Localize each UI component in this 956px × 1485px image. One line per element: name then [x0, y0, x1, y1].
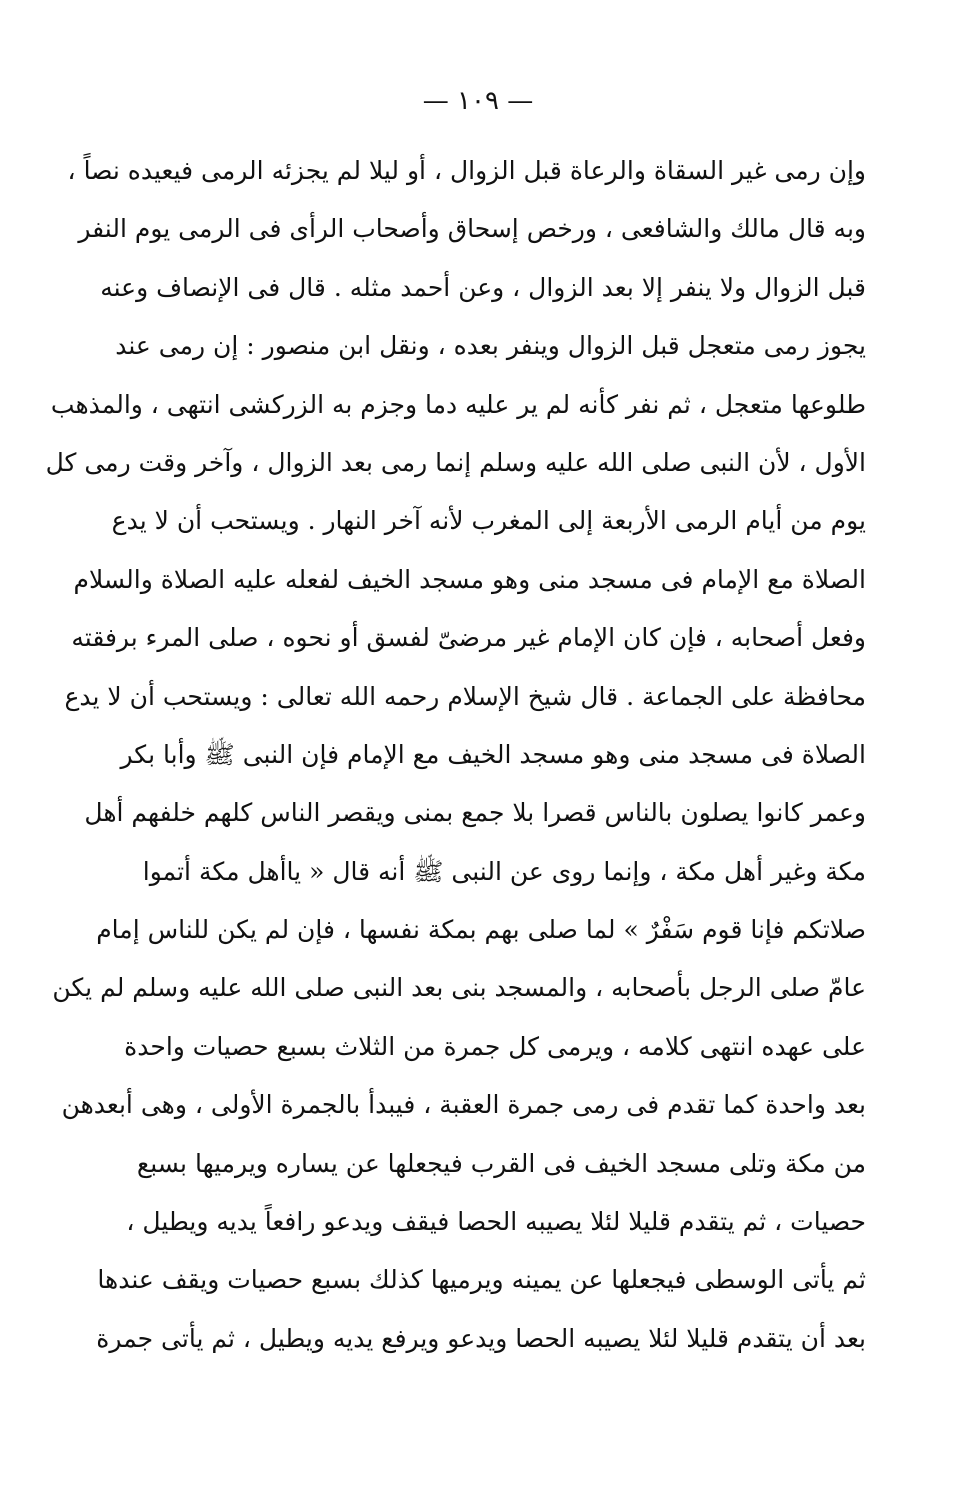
- text-line: على عهده انتهى كلامه ، ويرمى كل جمرة من الثلاث بسبع حصيات واحدة: [124, 1031, 866, 1061]
- text-line: من مكة وتلى مسجد الخيف فى القرب فيجعلها عن يساره ويرميها بسبع: [136, 1148, 866, 1178]
- text-line: صلاتكم فإنا قوم سَفْرٌ » لما صلى بهم بمكة نفسها ، فإن لم يكن للناس إمام: [96, 915, 866, 945]
- text-line: بعد أن يتقدم قليلا لئلا يصيبه الحصا ويدعو ويرفع يديه ويطيل ، ثم يأتى جمرة: [96, 1323, 866, 1353]
- text-line: وعمر كانوا يصلون بالناس قصرا بلا جمع بمنى ويقصر الناس كلهم خلفهم أهل: [84, 798, 866, 828]
- text-line: يوم من أيام الرمى الأربعة إلى المغرب لأنه آخر النهار . ويستحب أن لا يدع: [111, 506, 866, 536]
- text-line: طلوعها متعجل ، ثم نفر كأنه لم ير عليه دما وجزم به الزركشى انتهى ، والمذهب: [50, 389, 866, 419]
- text-line: وفعل أصحابه ، فإن كان الإمام غير مرضىّ لفسق أو نحوه ، صلى المرء برفقته: [71, 623, 866, 653]
- text-line: الصلاة فى مسجد منى وهو مسجد الخيف مع الإمام فإن النبى ﷺ وأبا بكر: [120, 739, 866, 769]
- text-line: الأول ، لأن النبى صلى الله عليه وسلم إنما رمى بعد الزوال ، وآخر وقت رمى كل: [45, 447, 866, 477]
- body-text: [45, 142, 866, 1368]
- text-line: بعد واحدة كما تقدم فى رمى جمرة العقبة ، فيبدأ بالجمرة الأولى ، وهى أبعدهن: [61, 1090, 866, 1120]
- text-line: عامّ صلى الرجل بأصحابه ، والمسجد بنى بعد النبى صلى الله عليه وسلم لم يكن: [52, 973, 866, 1003]
- text-line: وبه قال مالك والشافعى ، ورخص إسحاق وأصحاب الرأى فى الرمى يوم النفر: [78, 214, 866, 244]
- text-line: وإن رمى غير السقاة والرعاة قبل الزوال ، أو ليلا لم يجزئه الرمى فيعيده نصاً ،: [67, 156, 866, 185]
- text-line: قبل الزوال ولا ينفر إلا بعد الزوال ، وعن أحمد مثله . قال فى الإنصاف وعنه: [100, 272, 866, 302]
- text-line: محافظة على الجماعة . قال شيخ الإسلام رحمه الله تعالى : ويستحب أن لا يدع: [64, 681, 866, 711]
- text-line: حصيات ، ثم يتقدم قليلا لئلا يصيبه الحصا فيقف ويدعو رافعاً يديه ويطيل ،: [126, 1207, 866, 1237]
- text-line: مكة وغير أهل مكة ، وإنما روى عن النبى ﷺ أنه قال « ياأهل مكة أتموا: [142, 856, 866, 886]
- page-number: — ١٠٩ —: [422, 86, 534, 116]
- text-line: الصلاة مع الإمام فى مسجد منى وهو مسجد الخيف لفعله عليه الصلاة والسلام: [73, 564, 866, 594]
- text-line: ثم يأتى الوسطى فيجعلها عن يمينه ويرميها كذلك بسبع حصيات ويقف عندها: [97, 1265, 866, 1295]
- text-line: يجوز رمى متعجل قبل الزوال وينفر بعده ، ونقل ابن منصور : إن رمى عند: [115, 331, 866, 361]
